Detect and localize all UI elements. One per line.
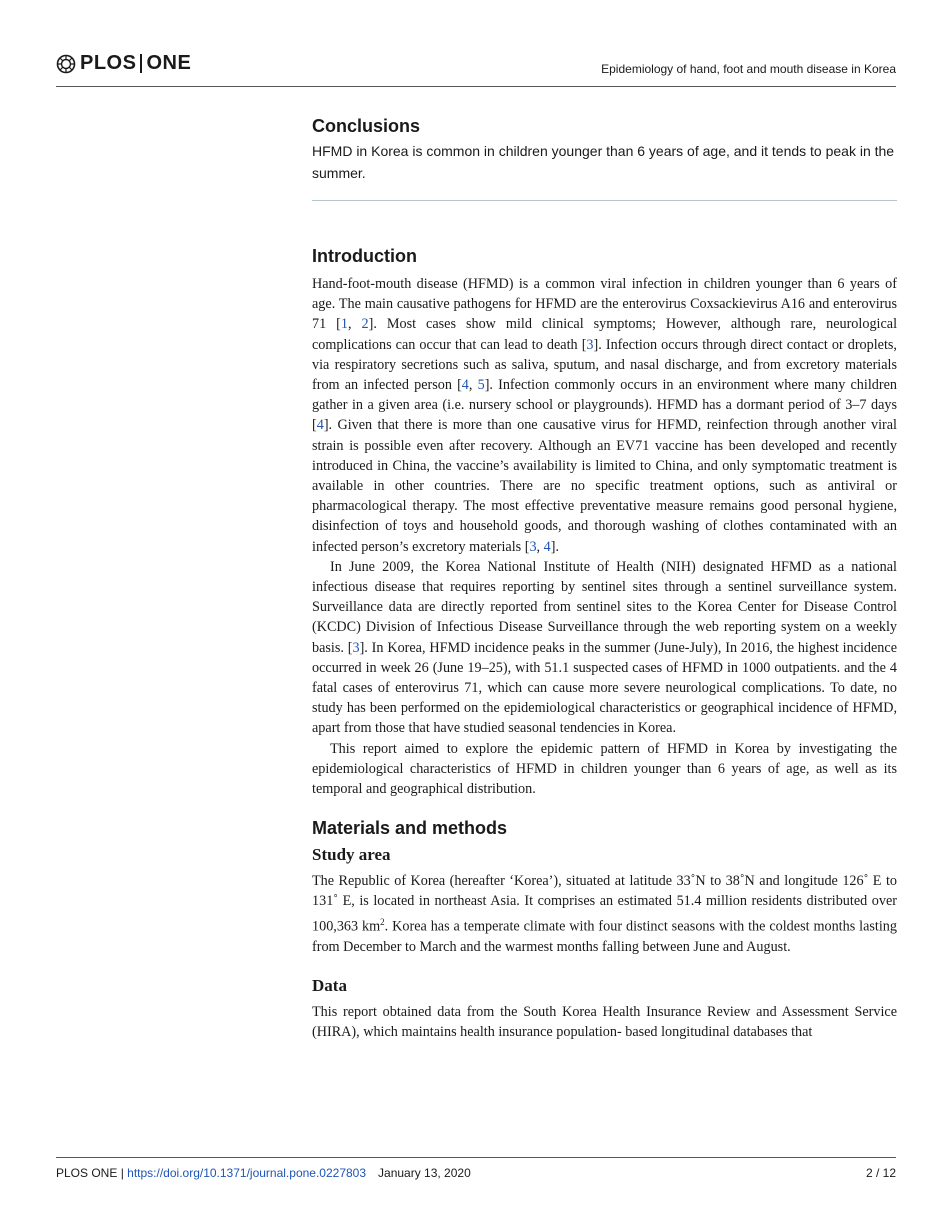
text-span: ]. Most cases show mild clinical symptoms; However, although rare, neurological complications can occur that can lead to death [ [312, 316, 898, 353]
article-body [312, 116, 897, 1042]
text-span: ]. Infection commonly occurs in an environment where many children gather in a given area (i.e. nursery school or playgrounds). HFMD has a dormant period of 3–7 days [ [312, 377, 897, 434]
data-paragraph: This report obtained data from the South Korea Health Insurance Review and Assessment Service (HIRA), which maintains health insurance population- based longitudinal databases that [312, 1003, 897, 1041]
methods-heading: Materials and methods [312, 818, 508, 839]
citation-link[interactable]: 3 [352, 639, 360, 656]
text-span: Hand-foot-mouth disease (HFMD) is a common viral infection in children younger than 6 years of age. The main causative pathogens for HFMD are the enterovirus Coxsackievirus A16 and enterovirus 71 [ [312, 276, 897, 333]
citation-link[interactable]: 3 [586, 336, 594, 353]
doi-link[interactable]: https://doi.org/10.1371/journal.pone.0227803 [127, 1166, 367, 1180]
running-title: Epidemiology of hand, foot and mouth disease in Korea [601, 62, 896, 76]
introduction-section [312, 246, 897, 799]
study-area-paragraph [312, 871, 897, 957]
text-span: . Korea has a temperate climate with four distinct seasons with the coldest months lasting from December to March and the warmest months falling between June and August. [312, 918, 897, 955]
citation-link[interactable]: 3 [529, 538, 537, 555]
text-span: , [468, 377, 478, 394]
logo-text-one: ONE [146, 52, 192, 74]
text-span: ]. Given that there is more than one causative virus for HFMD, reinfection through another viral strain is possible even after recovery. Although an EV71 vaccine has been developed and recently introduced in China, the vaccine’s availability is limited to China, and only symptomatic treatment is available in other countries. There are no specific treatment options, such as antiviral or pharmacological therapy. The most effective preventative measure remains good personal hygiene, disinfection of toys and household goods, and thorough washing of clothes contaminated with an infected person’s excretory materials [ [312, 417, 897, 555]
text-span: In June 2009, the Korea National Institute of Health (NIH) designated HFMD as a national infectious disease that requires reporting by sentinel sites through a sentinel surveillance system. Surveillance data are directly reported from sentinel sites to the Korea Center for Disease Control (KCDC) Division of Infectious Disease Surveillance through the web reporting system on a weekly basis. [ [312, 558, 897, 656]
introduction-heading: Introduction [312, 246, 417, 266]
citation-link[interactable]: 5 [477, 377, 485, 394]
text-span: The Republic of Korea (hereafter ‘Korea’), situated at latitude 33˚N to 38˚N and longitude 126˚ E to 131˚ E, is located in northeast Asia. It comprises an estimated 51.4 million residents distributed over 100,363 km [312, 873, 897, 935]
text-span: , [536, 538, 544, 555]
text-span: ]. Infection occurs through direct contact or droplets, via respiratory secretions such as saliva, sputum, and nasal discharge, and from excretory materials from an infected person [ [312, 336, 897, 394]
study-area-heading: Study area [312, 845, 391, 865]
plos-one-logo[interactable] [56, 52, 191, 75]
logo-divider [140, 54, 142, 73]
page-number: 2 / 12 [865, 1166, 896, 1180]
citation-link[interactable]: 4 [543, 538, 551, 555]
conclusions-text: HFMD in Korea is common in children younger than 6 years of age, and it tends to peak in the summer. [312, 143, 895, 181]
plos-logo-icon [56, 54, 76, 74]
conclusions-heading: Conclusions [312, 116, 421, 136]
abstract-divider [312, 200, 897, 201]
footer-journal: PLOS ONE [56, 1166, 118, 1180]
footer-separator: | [117, 1166, 128, 1180]
page-header [56, 52, 896, 87]
text-span: ]. In Korea, HFMD incidence peaks in the summer (June-July), In 2016, the highest incidence occurred in week 26 (June 19–25), with 51.1 suspected cases of HFMD in 1000 outpatients. and the 4 fatal cases of enterovirus 71, which can cause more severe neurological complications. To date, no study has been performed on the epidemiological characteristics or geographical incidence of HFMD, apart from those that have studied seasonal tendencies in Korea. [312, 639, 897, 737]
methods-section [312, 818, 897, 1042]
data-heading: Data [312, 975, 347, 995]
logo-text-plos: PLOS [80, 52, 137, 74]
intro-paragraph-1 [312, 274, 897, 557]
text-span: ]. [550, 538, 560, 555]
page-footer [56, 1157, 896, 1180]
citation-link[interactable]: 4 [461, 377, 469, 394]
citation-link[interactable]: 4 [316, 417, 324, 434]
intro-paragraph-2 [312, 557, 897, 739]
citation-link[interactable]: 2 [361, 316, 369, 333]
intro-paragraph-3: This report aimed to explore the epidemic pattern of HFMD in Korea by investigating the epidemiological characteristics of HFMD in children younger than 6 years of age, as well as its temporal and geographical distribution. [312, 740, 897, 798]
citation-link[interactable]: 1 [340, 316, 348, 333]
superscript: 2 [380, 916, 385, 927]
text-span: , [348, 316, 362, 333]
conclusions-section [312, 116, 897, 201]
footer-date: January 13, 2020 [378, 1166, 471, 1180]
